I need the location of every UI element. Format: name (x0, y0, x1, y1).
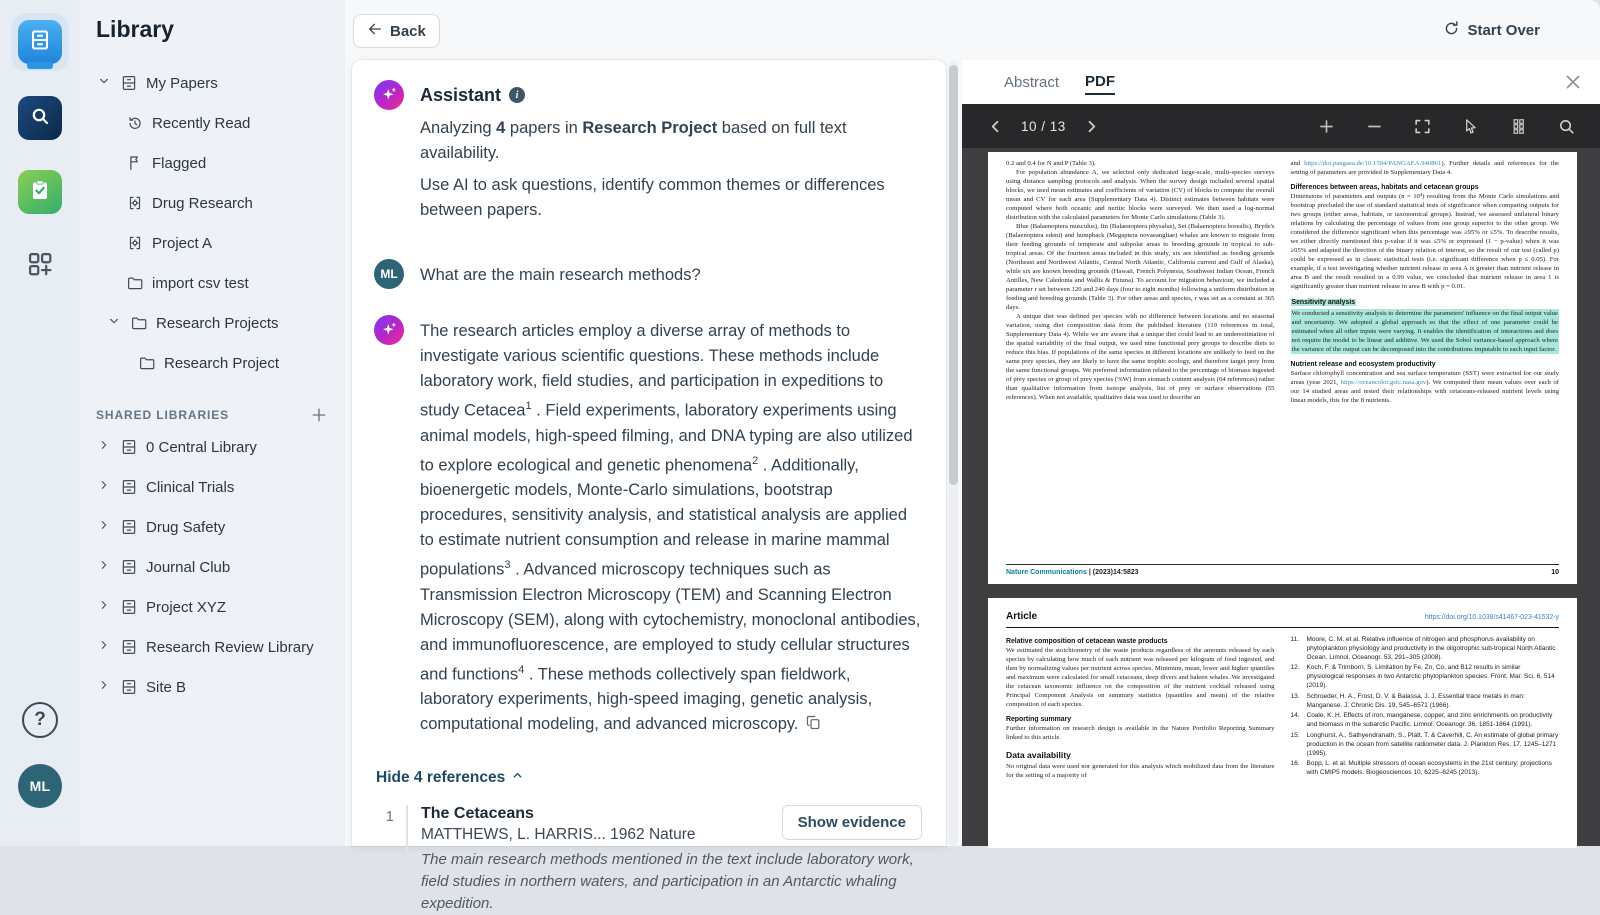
tab-abstract[interactable]: Abstract (1004, 74, 1060, 91)
library-icon (28, 28, 52, 57)
close-icon[interactable] (1562, 71, 1584, 93)
sidebar-item-research-projects[interactable]: Research Projects (96, 303, 335, 343)
chevron-right-icon[interactable] (96, 517, 112, 537)
flag-icon (126, 154, 144, 172)
pdf-section-heading: Nutrient release and ecosystem productivity (1290, 361, 1436, 368)
library-sidebar (80, 0, 345, 846)
cabinet-icon (120, 478, 138, 496)
pdf-section-heading: Differences between areas, habitats and cetacean groups (1290, 184, 1479, 191)
cabinet-icon (120, 678, 138, 696)
reference-number: 1 (385, 808, 394, 825)
user-question: What are the main research methods? (420, 266, 701, 284)
page-indicator[interactable]: 10 / 13 (1021, 118, 1066, 134)
user-message-avatar: ML (374, 259, 404, 289)
tasks-icon (28, 178, 52, 207)
search-magnifier-icon[interactable] (1557, 117, 1576, 136)
assistant-panel (345, 60, 962, 912)
pdf-paragraph: For population abundance A, we selected only dedicated large-scale, multi-species surveys using distance sampling protocols and analysis. When the survey design included several spatial blocks, we used mean estimates and coefficients of variation (CV) of blocks to compute the overall mean and CV for each area (Supplementary Data 4). Distinct estimates between habitats were computed where both oceanic and neritic blocks were surveyed. We then used a log-normal distribution with the calculated parameters for Monte Carlo simulations (Table 3). (1006, 169, 1275, 221)
sidebar-item-site-b[interactable]: Site B (96, 667, 335, 707)
sidebar-item-recently-read[interactable]: Recently Read (96, 103, 335, 143)
sidebar-item-flagged[interactable]: Flagged (96, 143, 335, 183)
assistant-intro-text: Analyzing 4 papers in Research Project based on full text availability. (420, 119, 847, 162)
start-over-button[interactable]: Start Over (1443, 20, 1540, 41)
cabinet-icon (120, 638, 138, 656)
top-strip (345, 0, 1600, 60)
fullscreen-icon[interactable] (1413, 117, 1432, 136)
tab-pdf[interactable]: PDF (1085, 69, 1115, 95)
search-icon (28, 104, 52, 133)
pdf-paragraph: A unique diet was defined per species with no difference between locations and no seasonal variation, using diet composition data from the published literature (119 references in total, Supplementary Data 4). While we are aware that a unique diet could lead to an underestimation of the spatial variability of the final output, we used nine functional prey groups to describe diets to reduce this bias. If populations of the same species in different locations are unlikely to feed on the same prey species, they are likely to have the same trophic ecology, and therefore target prey from the same functional groups. We preferred information related to the percentage of biomass ingested of prey species or group of prey species (%W) from stomach content analysis (64 references) rather than qualitative information from isotope analysis, list of prey or surface observations (55 references). When not available, qualitative data was used to describe an (1006, 313, 1275, 401)
sidebar-item-import-csv-test[interactable]: import csv test (96, 263, 335, 303)
folder-icon (126, 274, 144, 292)
cabinet-icon (120, 598, 138, 616)
sidebar-item-project-a[interactable]: Project A (96, 223, 335, 263)
sidebar-item-research-review-library[interactable]: Research Review Library (96, 627, 335, 667)
assistant-answer-message (374, 315, 922, 737)
back-arrow-icon (367, 21, 383, 41)
zoom-in-icon[interactable] (1317, 117, 1336, 136)
folder-icon (130, 314, 148, 332)
pdf-paragraph: Surface chlorophyll concentration and sea surface temperature (SST) were extracted for our study areas (year 2021, https://oceancolor.gsfc.nasa.gov). We computed their mean values over each of our 14 studied areas and tested their relationships with cetaceans-released nutrient levels using linear models, this for the 8 nutrients. (1290, 370, 1559, 404)
chevron-right-icon[interactable] (96, 597, 112, 617)
citation-2[interactable]: 2 (752, 454, 759, 467)
journal-name[interactable]: Nature Communications (1006, 569, 1087, 576)
sidebar-item-0-central-library[interactable]: 0 Central Library (96, 427, 335, 467)
chevron-right-icon[interactable] (96, 677, 112, 697)
pdf-paragraph: and https://doi.pangaea.de/10.1594/PANGAEA.940861). Further details and references for the setting of parameters are provided in Supplementary Data 4. (1290, 160, 1560, 176)
viewer-tabbar (962, 60, 1600, 104)
assistant-intro-message (374, 80, 922, 223)
sidebar-item-research-project[interactable]: Research Project (96, 343, 335, 383)
pdf-page-number: 10 (1551, 569, 1559, 576)
search-app-button[interactable] (18, 96, 62, 140)
reference-summary: The main research methods mentioned in the text include laboratory work, field studies in northern waters, and participation in an Antarctic whaling expedition. (421, 851, 914, 912)
assistant-answer-text: The research articles employ a diverse array of methods to investigate various scientific questions. These methods include laboratory work, field studies, and participation in expeditions to study Cetacea$^1$ . Field experiments, laboratory experiments using animal models, high-speed filming, and DNA typing are also utilized to explore ecological and genetic phenomena$^2$ . Additionally, bioenergetic models, Monte-Carlo simulations, bootstrap procedures, sensitivity analysis, and statistical analysis are applied to estimate nutrient consumption and release in marine mammal populations$^3$ . Advanced microscopy techniques such as Transmission Electron Microscopy (TEM) and Scanning Electron Microscopy (SEM), along with cytochemistry, monoclonal antibodies, and immunofluorescence, are employed to study cellular structures and functions$^4$ . These methods collectively span fieldwork, laboratory experiments, high-speed imaging, genetic analysis, computational modeling, and advanced microscopy. (420, 322, 921, 733)
sidebar-item-drug-safety[interactable]: Drug Safety (96, 507, 335, 547)
citation-1[interactable]: 1 (525, 400, 532, 412)
thumbnails-icon[interactable] (1509, 117, 1528, 136)
citation-3[interactable]: 3 (504, 559, 511, 571)
chevron-up-icon (511, 769, 524, 787)
pdf-section-heading-highlighted: Sensitivity analysis (1291, 299, 1356, 306)
pdf-paragraph: 0.2 and 0.4 for N and P (Table 3). (1006, 160, 1096, 167)
refresh-icon (1443, 20, 1460, 41)
chevron-right-icon[interactable] (96, 557, 112, 577)
library-icon-drawer (27, 62, 53, 69)
cabinet-icon (120, 438, 138, 456)
pdf-section-heading: Relative composition of cetacean waste products (1006, 638, 1168, 645)
show-evidence-button[interactable]: Show evidence (782, 805, 922, 840)
smart-list-icon (126, 194, 144, 212)
pdf-paragraph: Dimensions of parameters and outputs (n = 10⁴) resulting from the Monte Carlo simulations and bootstrap precluded the use of standard statistical tests of significance when comparing outputs for two groups (either areas, habitats, or taxonomical groups). Instead, we assessed unilateral binary relations by calculating the percentage of values from one group superior to the other group. We considered the difference significant when this percentage was ≥95% or ≤5%. To describe results, we either directly mentioned this p-value if it was ≤5% or expressed (1 − p-value) when it was ≥95% and adapted the direction of the binary relation of interest, so the result of our test (called p) could be expressed as in classic statistical tests (i.e. significant difference when p ≤ 0.05). For example, if a test investigating whether nutrient release in area A is greater than nutrient release in area B and the result resulted in a 0.99 value, we concluded that nutrient release in area 1 is significantly greater than nutrient release in area B with p = 0.01. (1290, 193, 1559, 290)
cabinet-icon (120, 558, 138, 576)
pdf-reference: 16. Bopp, L. et al. Multiple stressors of ocean ecosystems in the 21st century: projections with CMIP5 models. Biogeosciences 10, 6225–6245 (2013). (1290, 760, 1552, 777)
smart-list-icon (126, 234, 144, 252)
next-page-icon[interactable] (1082, 117, 1101, 136)
chat-scrollbar-thumb[interactable] (949, 65, 958, 485)
user-avatar[interactable]: ML (18, 764, 62, 808)
chevron-right-icon[interactable] (96, 437, 112, 457)
assistant-title: Assistant (420, 85, 502, 105)
pdf-reference: 15. Longhurst, A., Sathyendranath, S., Platt, T. & Caverhill, C. An estimate of global primary production in the ocean from satellite radiometer data. J. Plankton Res. 17, 1245–1271 (1995). (1290, 731, 1559, 757)
shared-libraries-header: SHARED LIBRARIES (96, 408, 230, 422)
assistant-avatar (374, 80, 404, 110)
pdf-paragraph: No original data were used nor generated for this analysis which mobilized data from the literature for the setting of a majority of (1006, 763, 1275, 779)
pdf-paragraph: Further information on research design is available in the Nature Portfolio Reporting Summary linked to this article. (1006, 725, 1275, 741)
zoom-out-icon[interactable] (1365, 117, 1384, 136)
sparkle-ai-icon (380, 321, 398, 339)
sidebar-item-clinical-trials[interactable]: Clinical Trials (96, 467, 335, 507)
reference-divider (406, 805, 408, 915)
assistant-avatar (374, 315, 404, 345)
doi-link[interactable]: https://doi.org/10.1038/s41467-023-41532-y (1424, 614, 1559, 621)
pdf-page-11[interactable] (988, 598, 1577, 848)
back-button[interactable]: Back (353, 14, 440, 48)
pdf-reference: 12. Koch, F. & Trimborn, S. Limitation by Fe, Zn, Co, and B12 results in similar physiological responses in two Antarctic phytoplankton species. Front. Mar. Sci. 6, 514 (2019). (1290, 664, 1555, 689)
apps-grid-icon[interactable] (26, 250, 54, 278)
pdf-toolbar (962, 104, 1600, 148)
chevron-right-icon[interactable] (96, 637, 112, 657)
pdf-paragraph-highlighted: We conducted a sensitivity analysis to determine the parameters' influence on the final output value and uncertainty. We adopted a global approach so that the effect of one parameter could be estimated when all other inputs were varying. It enables the identification of interactions and does not require the model to be linear and additive. We used the Sobol variance-based approach where the variance of the output can be decomposed into the contributions imputable to each input factor. (1291, 310, 1558, 353)
sidebar-item-journal-club[interactable]: Journal Club (96, 547, 335, 587)
pdf-section-heading: Reporting summary (1006, 716, 1072, 723)
pdf-section-heading: Data availability (1006, 750, 1071, 760)
info-icon[interactable]: i (509, 87, 525, 103)
sidebar-item-project-xyz[interactable]: Project XYZ (96, 587, 335, 627)
pdf-reference: 11. Moore, C. M. et al. Relative influence of nitrogen and phosphorus availability on phytoplankton physiology and productivity in the oligotrophic sub-tropical North Atlantic Ocean. Limnol. Oceanogr. 53, 291–305 (2008). (1290, 636, 1556, 661)
sparkle-ai-icon (380, 86, 398, 104)
chevron-down-icon[interactable] (106, 313, 122, 333)
cabinet-icon (120, 518, 138, 536)
assistant-chat-card (352, 60, 946, 912)
chevron-down-icon[interactable] (96, 73, 112, 93)
help-button[interactable]: ? (22, 702, 58, 738)
cabinet-icon (120, 74, 138, 92)
user-message (374, 259, 922, 289)
sidebar-item-drug-research[interactable]: Drug Research (96, 183, 335, 223)
hide-references-toggle[interactable]: Hide 4 references (376, 769, 922, 787)
pdf-paragraph: We estimated the stoichiometry of the waste products regardless of the amounts released by each species by calculating how much of each nutrient was released per kilogram of food ingested, and then by normalizing values per nutrient across species. Minimum, mean, lower and higher quantiles and maximum were calculated for small cetaceans, deep divers and baleen whales. We investigated the cetacean taxonomic influence on the composition of the nutrient cocktail released using Principal Component Analysis on summary statistics (quantiles and mean) of the relative composition of each species. (1006, 647, 1275, 708)
chevron-right-icon[interactable] (96, 477, 112, 497)
main-content (345, 0, 1600, 912)
tasks-app-button[interactable] (18, 170, 62, 214)
document-viewer-panel (962, 60, 1600, 846)
pdf-viewer (962, 104, 1600, 846)
page-title: Library (96, 16, 174, 42)
library-app-button[interactable] (18, 20, 62, 64)
app-rail (0, 0, 80, 846)
pdf-page-10[interactable] (988, 152, 1577, 584)
pdf-reference: 14. Coale, K. H. Effects of iron, manganese, copper, and zinc enrichments on productivity and biomass in the subarctic Pacific. Limnol. Oceanogr. 36, 1851-1864 (1991). (1290, 712, 1553, 729)
reference-item (374, 805, 922, 915)
pdf-page-footer: Nature Communications | (2023)14:5823 10 (1006, 564, 1559, 576)
reference-title[interactable]: The Cetaceans (421, 805, 534, 822)
previous-page-icon[interactable] (986, 117, 1005, 136)
pdf-reference: 13. Schroeder, H. A., Frost, D. V. & Balassa, J. J. Essential trace metals in man: Manganese. J. Chronic Dis. 19, 545–6571 (1966). (1290, 692, 1525, 709)
add-shared-library-button[interactable] (309, 405, 329, 425)
citation-4[interactable]: 4 (518, 663, 525, 676)
folder-icon (138, 354, 156, 372)
cursor-icon[interactable] (1461, 117, 1480, 136)
copy-icon[interactable] (805, 714, 822, 731)
history-icon (126, 114, 144, 132)
reference-meta: MATTHEWS, L. HARRIS... 1962 Nature (421, 826, 696, 843)
pangaea-link[interactable]: https://doi.pangaea.de/10.1594/PANGAEA.940861 (1304, 160, 1442, 167)
sidebar-item-my-papers[interactable]: My Papers (96, 63, 335, 103)
article-label: Article (1006, 611, 1038, 622)
assistant-intro-text-2: Use AI to ask questions, identify common themes or differences between papers. (420, 176, 885, 219)
pdf-paragraph: Blue (Balaenoptera musculus), fin (Balaenoptera physalus), Sei (Balaenoptera borealis), Bryde's (Balaenoptera edeni) and humpback (Megaptera novaeangliae) whales are known to migrate from their feeding grounds of temperate and subpolar areas to breeding grounds in tropical to sub-tropical areas. Of the fourteen areas included in this study, six are identified as feeding grounds (Northeast and Northwest Atlantic, Central North Atlantic, California current and Gulf of Alaska), while six are known breeding grounds (Hawaii, French Polynesia, Southwest Indian Ocean, French Antilles, New Caledonia and Wallis & Futuna). To account for migration behaviour, we included a parameter r set between 120 and 240 days (four to eight months) following a uniform distribution in feeding and breeding grounds (Table 3). For other areas and species, r was set as a constant at 365 days. (1006, 223, 1275, 311)
oceancolor-link[interactable]: https://oceancolor.gsfc.nasa.gov (1340, 379, 1427, 386)
